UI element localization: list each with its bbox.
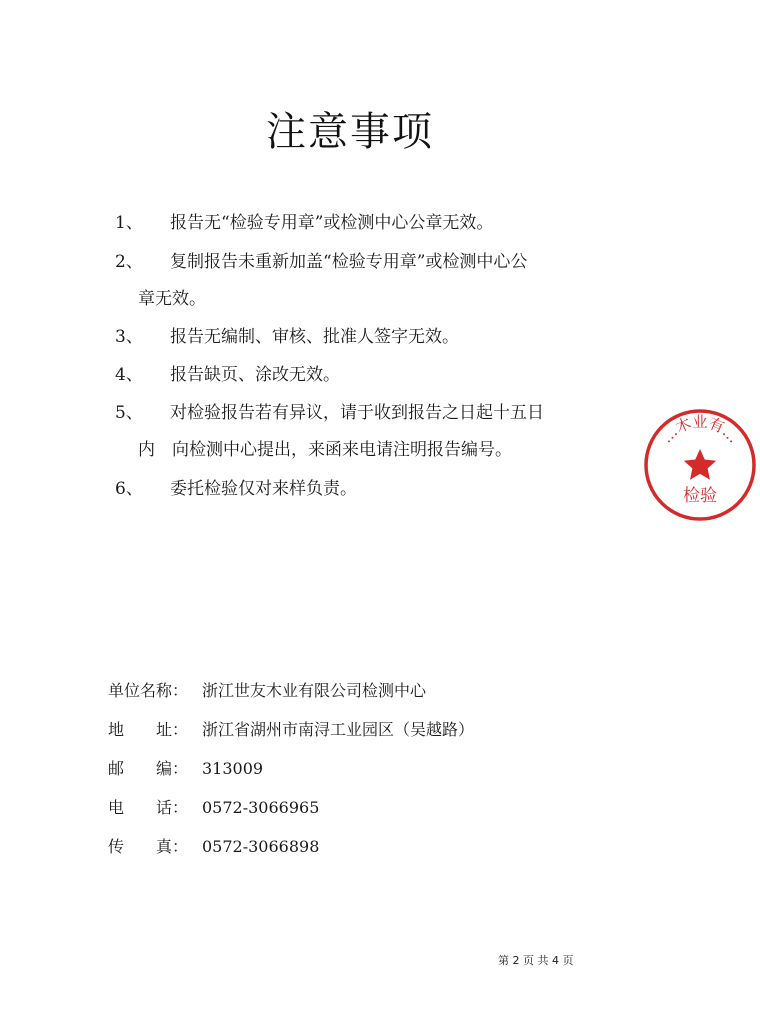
notice-item-6 — [0, 471, 700, 509]
notice-text: 对检验报告若有异议，请于收到报告之日起十五日 — [170, 403, 544, 423]
contact-label: 地 址： — [108, 720, 189, 739]
notice-item-4 — [0, 357, 700, 395]
postcode: 313009 — [202, 759, 264, 778]
notice-text: 报告无“检验专用章”或检测中心公章无效。 — [170, 213, 494, 233]
notice-text-continued: 内 向检测中心提出，来函来电请注明报告编号。 — [138, 440, 512, 460]
notice-item-5 — [0, 395, 700, 471]
notice-item-1 — [0, 205, 700, 244]
contact-row-postcode — [0, 754, 700, 793]
notice-number: 2、 — [115, 252, 143, 272]
page-number: 第 2 页 共 4 页 — [498, 954, 574, 967]
contact-row-phone — [0, 793, 700, 832]
contact-label: 邮 编： — [108, 759, 189, 778]
seal-arc-text: …木业有… — [657, 413, 743, 447]
notice-number: 6、 — [115, 479, 143, 499]
notice-text: 委托检验仅对来样负责。 — [170, 479, 357, 499]
notice-list — [0, 205, 700, 509]
contact-row-fax — [0, 832, 700, 871]
phone-number: 0572-3066965 — [202, 798, 320, 817]
notice-number: 1、 — [115, 213, 143, 233]
notice-item-3 — [0, 319, 700, 357]
contact-label: 电 话： — [108, 798, 189, 817]
notice-number: 4、 — [115, 365, 143, 385]
notice-text: 复制报告未重新加盖“检验专用章”或检测中心公 — [170, 252, 528, 272]
seal-bottom-text: 检验 — [683, 486, 717, 506]
contact-info — [0, 676, 700, 871]
page-title: 注意事项 — [266, 109, 434, 155]
fax-number: 0572-3066898 — [202, 837, 320, 856]
notice-number: 3、 — [115, 327, 143, 347]
notice-text: 报告无编制、审核、批准人签字无效。 — [170, 327, 459, 347]
notice-text-continued: 章无效。 — [138, 289, 206, 309]
contact-label: 单位名称： — [108, 681, 189, 700]
company-name: 浙江世友木业有限公司检测中心 — [202, 681, 427, 700]
notice-number: 5、 — [115, 403, 143, 423]
notice-item-2 — [0, 244, 700, 319]
contact-row-company — [0, 676, 700, 715]
notice-text: 报告缺页、涂改无效。 — [170, 365, 340, 385]
seal-star-icon — [684, 449, 716, 480]
contact-label: 传 真： — [108, 837, 189, 856]
official-seal — [640, 405, 760, 525]
address: 浙江省湖州市南浔工业园区（吴越路） — [202, 720, 475, 739]
contact-row-address — [0, 715, 700, 754]
